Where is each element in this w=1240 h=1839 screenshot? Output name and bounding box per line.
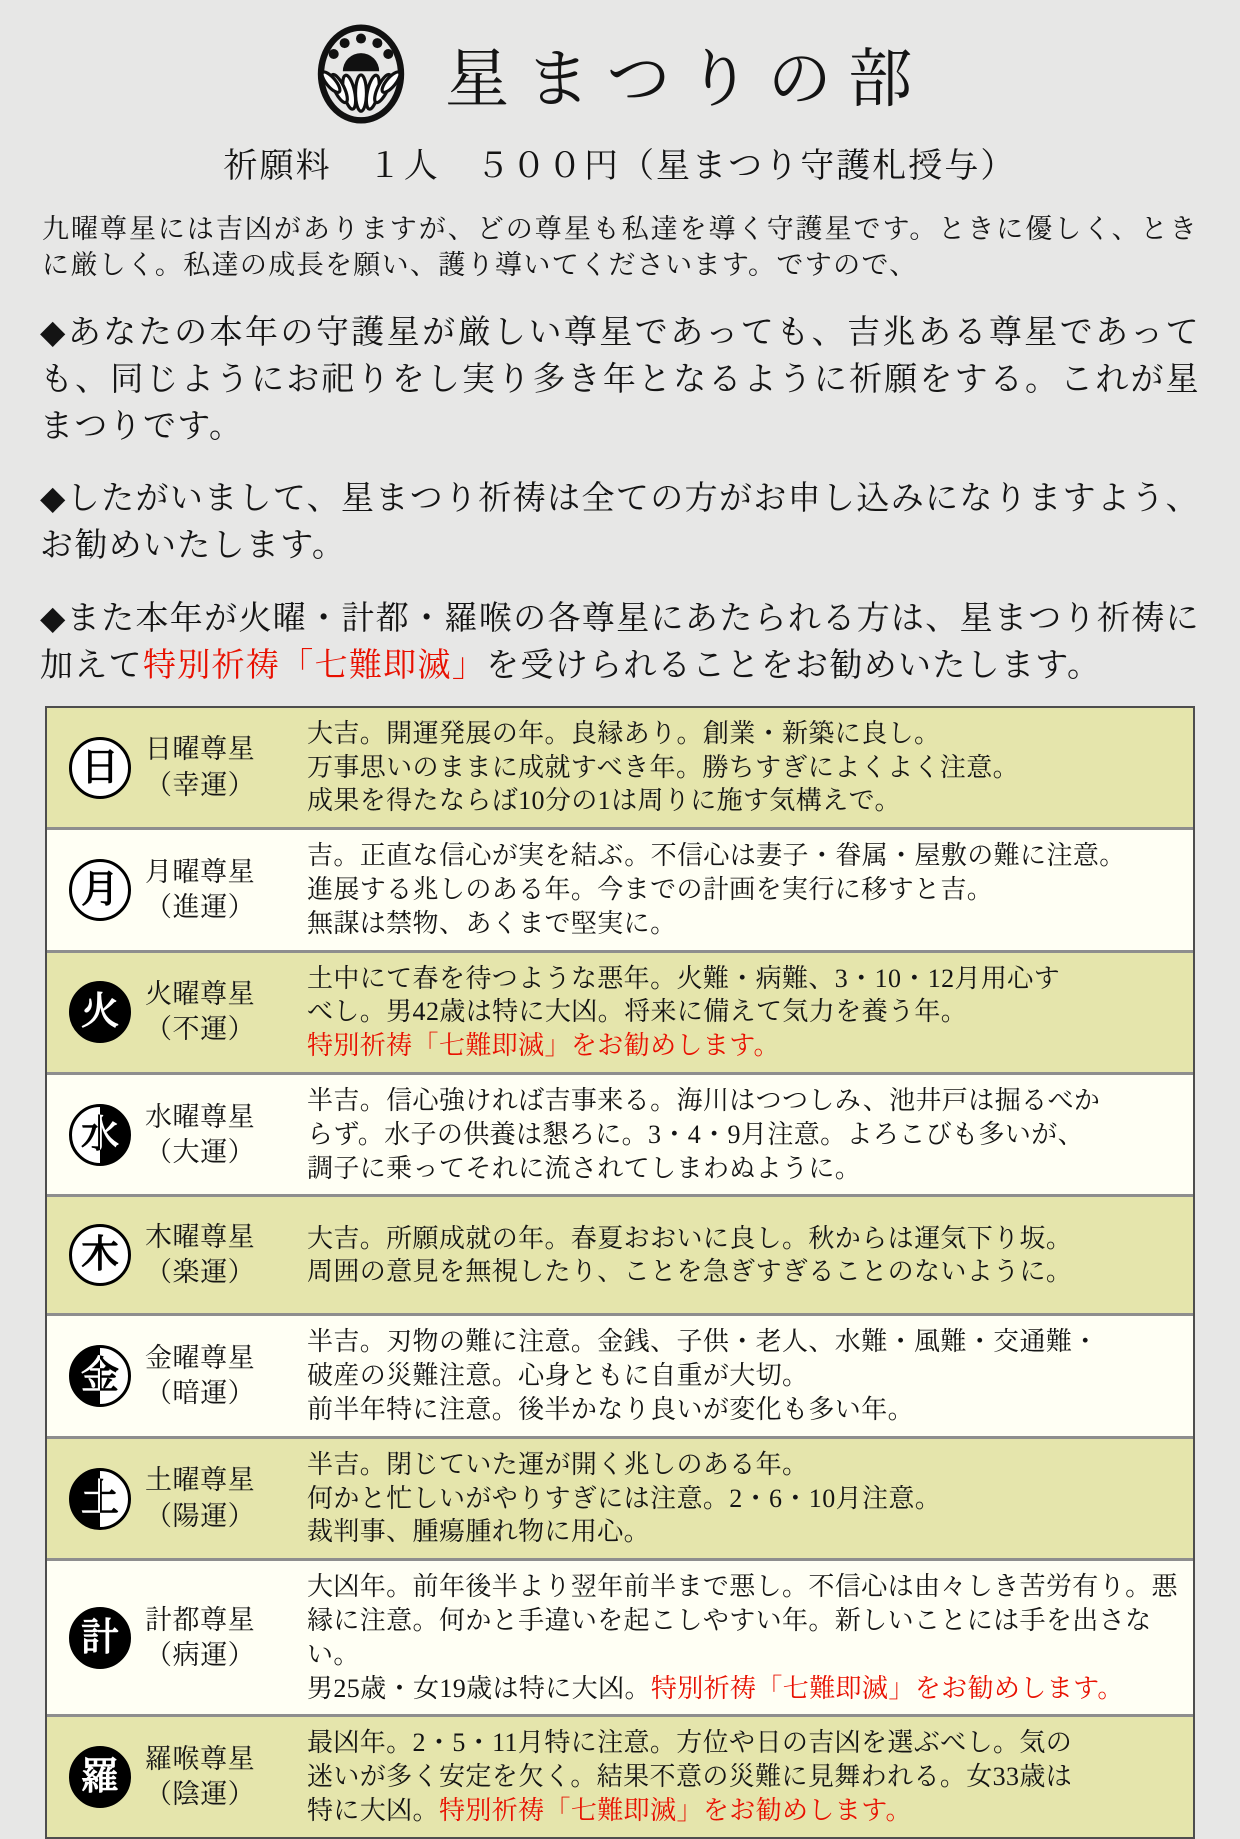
star-description [307, 1080, 1185, 1189]
star-fortune-type: （病運） [145, 1639, 256, 1670]
intro-paragraph: 九曜尊星には吉凶がありますが、どの尊星も私達を導く守護星です。ときに優しく、ときに厳しく。私達の成長を願い、護り導いてくださいます。ですので、 [42, 214, 1198, 281]
star-table-row [47, 827, 1193, 949]
fortune-text-line: 大吉。所願成就の年。春夏おおいに良し。秋からは運気下り坂。 [307, 1223, 1073, 1253]
fortune-text-line: 破産の災難注意。心身ともに自重が大切。 [307, 1361, 809, 1391]
star-description [307, 1321, 1185, 1430]
moon-star-icon: 月 [69, 859, 131, 921]
fee-line: 祈願料 １人 ５００円（星まつり守護札授与） [223, 148, 1017, 185]
bullet-paragraph: ◆あなたの本年の守護星が厳しい尊星であっても、吉兆ある尊星であっても、同じようにお祀りをし実り多き年となるように祈願をする。これが星まつりです。 [40, 314, 1200, 445]
sun-star-icon: 日 [69, 737, 131, 799]
fortune-text-line: 何かと忙しいがやりすぎには注意。2・6・10月注意。 [307, 1483, 942, 1513]
star-name: 火曜尊星 [145, 979, 256, 1010]
star-table-row [47, 1436, 1193, 1558]
star-table-row [47, 708, 1193, 827]
fortune-text-line: 大吉。開運発展の年。良縁あり。創業・新築に良し。 [307, 718, 941, 748]
star-table-row [47, 1313, 1193, 1435]
water-star-icon: 水 [69, 1104, 131, 1166]
fortune-text-line: 縁に注意。何かと手違いを起こしやすい年。新しいことには手を出さない。 [307, 1606, 1152, 1669]
fortune-text-line: 男25歳・女19歳は特に大凶。特別祈祷「七難即滅」をお勧めします。 [307, 1673, 1124, 1703]
star-label [55, 1463, 307, 1533]
star-fortune-type: （大運） [145, 1136, 256, 1167]
fortune-text-line: べし。男42歳は特に大凶。将来に備えて気力を養う年。 [307, 997, 968, 1027]
star-name: 水曜尊星 [145, 1101, 256, 1132]
fortune-text-line: 大凶年。前年後半より翌年前半まで悪し。不信心は由々しき苦労有り。悪 [307, 1572, 1178, 1602]
star-label [55, 1220, 307, 1290]
star-table [45, 706, 1195, 1839]
metal-star-icon: 金 [69, 1345, 131, 1407]
fire-star-icon: 火 [69, 981, 131, 1043]
star-name: 木曜尊星 [145, 1222, 256, 1253]
fortune-text-line: 土中にて春を待つような悪年。火難・病難、3・10・12月用心す [307, 963, 1061, 993]
rago-star-icon: 羅 [69, 1746, 131, 1808]
fortune-text-line: 進展する兆しのある年。今までの計画を実行に移すと吉。 [307, 875, 994, 905]
star-fortune-type: （幸運） [145, 769, 256, 800]
star-label [55, 855, 307, 925]
fortune-text-line: 万事思いのままに成就すべき年。勝ちすぎによくよく注意。 [307, 752, 1020, 782]
bullet-paragraph: ◆したがいまして、星まつり祈祷は全ての方がお申し込みになりますよう、お勧めいたします。 [40, 481, 1200, 565]
star-name: 計都尊星 [145, 1604, 256, 1635]
star-name: 羅喉尊星 [145, 1744, 256, 1775]
star-label [55, 1742, 307, 1812]
star-table-row [47, 1558, 1193, 1714]
fortune-text-line: 半吉。信心強ければ吉事来る。海川はつつしみ、池井戸は掘るべか [307, 1086, 1101, 1116]
wood-star-icon: 木 [69, 1224, 131, 1286]
star-name: 土曜尊星 [145, 1465, 256, 1496]
star-table-row [47, 1714, 1193, 1836]
header [0, 0, 1240, 124]
fortune-text-line: 周囲の意見を無視したり、ことを急ぎすぎることのないように。 [307, 1257, 1073, 1287]
star-description [307, 1566, 1185, 1709]
chrysanthemum-crest-icon [311, 24, 411, 124]
star-name: 日曜尊星 [145, 734, 256, 765]
fortune-text-line: 最凶年。2・5・11月特に注意。方位や日の吉凶を選ぶべし。気の [307, 1728, 1073, 1758]
fortune-text-line: 成果を得たならば10分の1は周りに施す気構えで。 [307, 786, 901, 816]
star-label [55, 732, 307, 802]
star-description [307, 1722, 1185, 1831]
star-label [55, 1603, 307, 1673]
star-fortune-type: （陰運） [145, 1779, 256, 1810]
fortune-text-line: 特別祈祷「七難即滅」をお勧めします。 [307, 1031, 780, 1061]
star-fortune-type: （陽運） [145, 1500, 256, 1531]
fortune-text-line: 前半年特に注意。後半かなり良いが変化も多い年。 [307, 1395, 914, 1425]
fortune-text-line: 吉。正直な信心が実を結ぶ。不信心は妻子・眷属・屋敷の難に注意。 [307, 841, 1126, 871]
bullet-paragraph: ◆また本年が火曜・計都・羅喉の各尊星にあたられる方は、星まつり祈祷に加えて特別祈祷「七難即滅」を受けられることをお勧めいたします。 [40, 601, 1200, 685]
bullet-paragraphs [40, 310, 1200, 690]
star-fortune-type: （暗運） [145, 1378, 256, 1409]
page-title: 星まつりの部 [445, 44, 929, 115]
star-description [307, 835, 1185, 944]
star-description [307, 958, 1185, 1067]
earth-star-icon: 土 [69, 1468, 131, 1530]
fortune-text-line: 半吉。刃物の難に注意。金銭、子供・老人、水難・風難・交通難・ [307, 1327, 1099, 1357]
star-description [307, 713, 1185, 822]
fortune-text-line: 迷いが多く安定を欠く。結果不意の災難に見舞われる。女33歳は [307, 1762, 1073, 1792]
star-table-row [47, 1072, 1193, 1194]
star-label [55, 977, 307, 1047]
star-description [307, 1218, 1185, 1294]
fortune-text-line: 半吉。閉じていた運が開く兆しのある年。 [307, 1449, 809, 1479]
star-description [307, 1444, 1185, 1553]
star-table-row [47, 950, 1193, 1072]
fortune-text-line: 無謀は禁物、あくまで堅実に。 [307, 908, 677, 938]
star-name: 月曜尊星 [145, 856, 256, 887]
keito-star-icon: 計 [69, 1607, 131, 1669]
star-fortune-type: （楽運） [145, 1257, 256, 1288]
fortune-text-line: 調子に乗ってそれに流されてしまわぬように。 [307, 1153, 862, 1183]
star-table-row [47, 1194, 1193, 1313]
star-label [55, 1100, 307, 1170]
fortune-text-line: 特に大凶。特別祈祷「七難即滅」をお勧めします。 [307, 1796, 912, 1826]
star-fortune-type: （不運） [145, 1014, 256, 1045]
fortune-text-line: 裁判事、腫瘍腫れ物に用心。 [307, 1517, 651, 1547]
fortune-text-line: らず。水子の供養は懇ろに。3・4・9月注意。よろこびも多いが、 [307, 1119, 1085, 1149]
star-fortune-type: （進運） [145, 891, 256, 922]
star-label [55, 1341, 307, 1411]
star-name: 金曜尊星 [145, 1343, 256, 1374]
